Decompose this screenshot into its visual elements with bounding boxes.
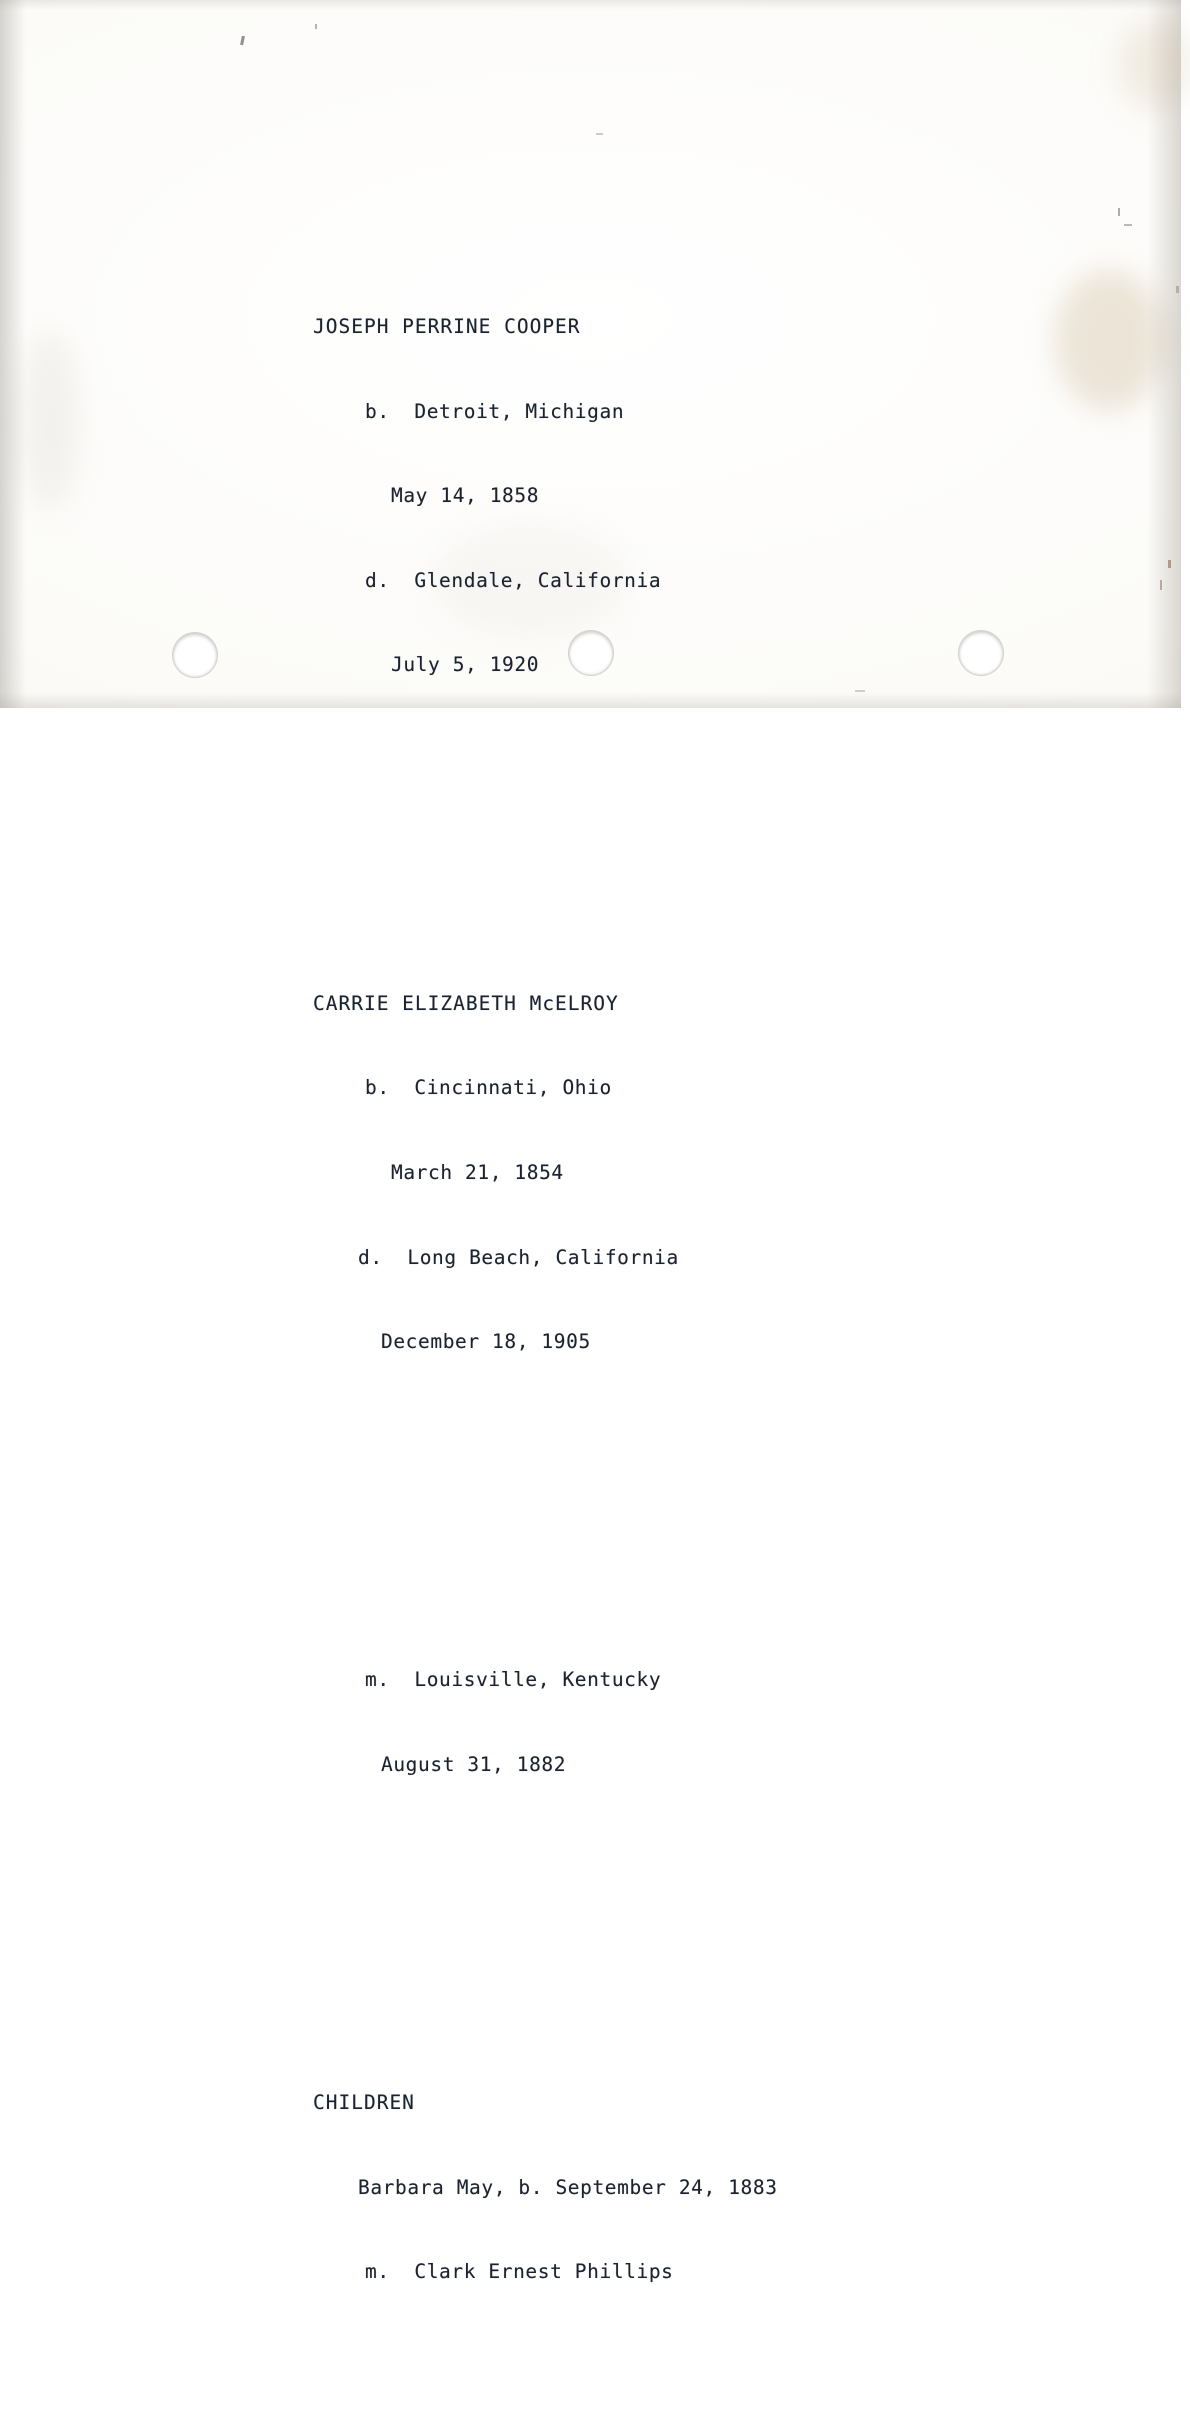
punched-hole xyxy=(958,630,1004,676)
death-date-line: December 18, 1905 xyxy=(381,1330,591,1354)
blank-line xyxy=(313,1920,1013,1948)
birth-date-line: March 21, 1854 xyxy=(391,1160,564,1184)
death-place: Long Beach, California xyxy=(407,1245,679,1269)
birth-label: b. xyxy=(365,1076,390,1100)
blank-line xyxy=(313,821,1013,849)
death-place: Glendale, California xyxy=(414,568,662,592)
birth-place: Cincinnati, Ohio xyxy=(414,1076,612,1100)
person-name: CARRIE ELIZABETH McELROY xyxy=(313,991,619,1015)
birth-place: Detroit, Michigan xyxy=(414,399,625,423)
birth-place-line xyxy=(313,1074,1013,1102)
child-spouse-name: Clark Ernest Phillips xyxy=(414,2260,674,2284)
children-section xyxy=(313,2033,1013,2343)
punched-hole xyxy=(172,632,218,678)
birth-place-line xyxy=(313,398,1013,426)
marriage-record xyxy=(313,1610,1013,1836)
typed-text-block xyxy=(313,172,1013,2428)
person-record-carrie-elizabeth-mcelroy xyxy=(313,933,1013,1412)
blank-line xyxy=(313,1497,1013,1525)
children-heading: CHILDREN xyxy=(313,2091,415,2115)
death-label: d. xyxy=(365,568,390,592)
marriage-label: m. xyxy=(365,1668,390,1692)
birth-label: b. xyxy=(365,399,390,423)
marriage-place-line xyxy=(313,1666,1013,1694)
marriage-date-line: August 31, 1882 xyxy=(381,1752,567,1776)
death-place-line xyxy=(313,1244,1013,1272)
death-label: d. xyxy=(358,1245,383,1269)
death-date-line: July 5, 1920 xyxy=(391,653,540,677)
birth-date-line: May 14, 1858 xyxy=(391,484,540,508)
person-name: JOSEPH PERRINE COOPER xyxy=(313,315,581,339)
child-entry-line: Barbara May, b. September 24, 1883 xyxy=(358,2175,778,2199)
marriage-label: m. xyxy=(365,2260,390,2284)
person-record-joseph-perrine-cooper xyxy=(313,257,1013,736)
punched-hole xyxy=(568,630,614,676)
death-place-line xyxy=(313,567,1013,595)
marriage-place: Louisville, Kentucky xyxy=(414,1668,662,1692)
child-spouse-line xyxy=(313,2258,1013,2286)
